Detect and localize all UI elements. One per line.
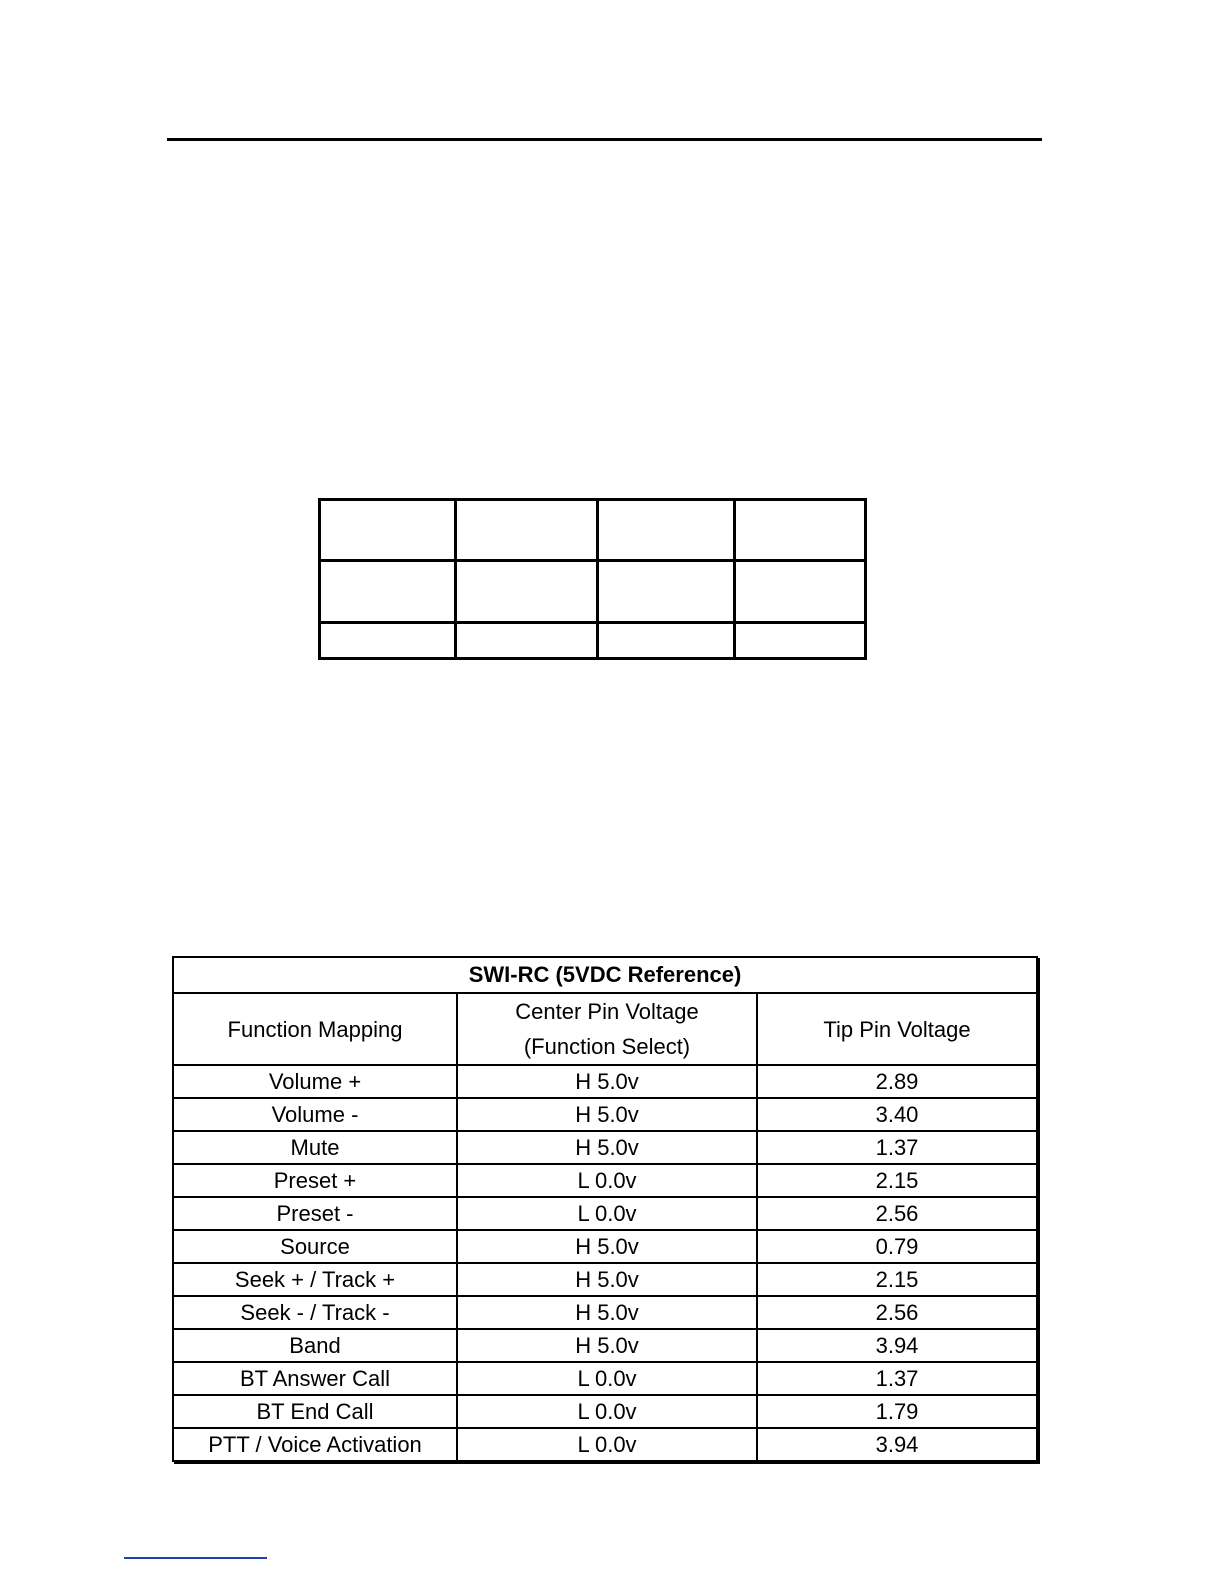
- empty-grid-row: [320, 622, 866, 658]
- empty-grid-table: [318, 498, 867, 660]
- empty-cell: [735, 622, 866, 658]
- table-row: [173, 1329, 1037, 1362]
- cell-function: Mute: [173, 1131, 457, 1164]
- table-row: [173, 1197, 1037, 1230]
- table-row: [173, 1230, 1037, 1263]
- empty-cell: [598, 622, 735, 658]
- cell-function: Preset -: [173, 1197, 457, 1230]
- cell-center: H 5.0v: [457, 1098, 757, 1131]
- cell-tip: 1.79: [757, 1395, 1037, 1428]
- cell-center: L 0.0v: [457, 1362, 757, 1395]
- cell-center: L 0.0v: [457, 1197, 757, 1230]
- cell-center: H 5.0v: [457, 1065, 757, 1098]
- cell-function: Band: [173, 1329, 457, 1362]
- swi-rc-table: [172, 956, 1038, 1462]
- empty-cell: [598, 561, 735, 622]
- cell-function: Seek + / Track +: [173, 1263, 457, 1296]
- table-row: [173, 1164, 1037, 1197]
- header-function-mapping: Function Mapping: [173, 993, 457, 1065]
- empty-cell: [735, 561, 866, 622]
- cell-tip: 3.94: [757, 1428, 1037, 1461]
- table-title-row: [173, 957, 1037, 993]
- cell-function: BT End Call: [173, 1395, 457, 1428]
- table-header-row: [173, 993, 1037, 1065]
- cell-function: Source: [173, 1230, 457, 1263]
- cell-function: PTT / Voice Activation: [173, 1428, 457, 1461]
- footer-link-underline: [124, 1557, 267, 1559]
- header-center-line1: Center Pin Voltage: [515, 999, 699, 1024]
- cell-center: H 5.0v: [457, 1329, 757, 1362]
- cell-tip: 3.40: [757, 1098, 1037, 1131]
- cell-tip: 1.37: [757, 1362, 1037, 1395]
- empty-cell: [456, 500, 598, 561]
- table-title: SWI-RC (5VDC Reference): [173, 957, 1037, 993]
- empty-cell: [320, 622, 456, 658]
- cell-center: L 0.0v: [457, 1164, 757, 1197]
- header-center-pin-voltage: [457, 993, 757, 1065]
- cell-function: BT Answer Call: [173, 1362, 457, 1395]
- cell-tip: 2.15: [757, 1164, 1037, 1197]
- table-row: [173, 1065, 1037, 1098]
- header-tip-pin-voltage: Tip Pin Voltage: [757, 993, 1037, 1065]
- empty-cell: [598, 500, 735, 561]
- table-row: [173, 1098, 1037, 1131]
- empty-cell: [320, 561, 456, 622]
- cell-center: H 5.0v: [457, 1131, 757, 1164]
- cell-center: H 5.0v: [457, 1263, 757, 1296]
- cell-function: Preset +: [173, 1164, 457, 1197]
- cell-function: Volume +: [173, 1065, 457, 1098]
- cell-tip: 1.37: [757, 1131, 1037, 1164]
- cell-center: L 0.0v: [457, 1395, 757, 1428]
- empty-grid-row: [320, 561, 866, 622]
- cell-tip: 3.94: [757, 1329, 1037, 1362]
- table-row: [173, 1362, 1037, 1395]
- cell-center: L 0.0v: [457, 1428, 757, 1461]
- table-row: [173, 1131, 1037, 1164]
- header-center-line2: (Function Select): [523, 1034, 691, 1059]
- table-row: [173, 1395, 1037, 1428]
- cell-tip: 2.56: [757, 1296, 1037, 1329]
- empty-cell: [456, 561, 598, 622]
- empty-cell: [320, 500, 456, 561]
- table-row: [173, 1296, 1037, 1329]
- cell-center: H 5.0v: [457, 1230, 757, 1263]
- cell-tip: 2.56: [757, 1197, 1037, 1230]
- table-row: [173, 1263, 1037, 1296]
- cell-tip: 2.15: [757, 1263, 1037, 1296]
- cell-tip: 0.79: [757, 1230, 1037, 1263]
- cell-function: Seek - / Track -: [173, 1296, 457, 1329]
- cell-tip: 2.89: [757, 1065, 1037, 1098]
- cell-function: Volume -: [173, 1098, 457, 1131]
- empty-cell: [735, 500, 866, 561]
- table-row: [173, 1428, 1037, 1461]
- top-horizontal-rule: [167, 138, 1042, 141]
- cell-center: H 5.0v: [457, 1296, 757, 1329]
- empty-cell: [456, 622, 598, 658]
- empty-grid-row: [320, 500, 866, 561]
